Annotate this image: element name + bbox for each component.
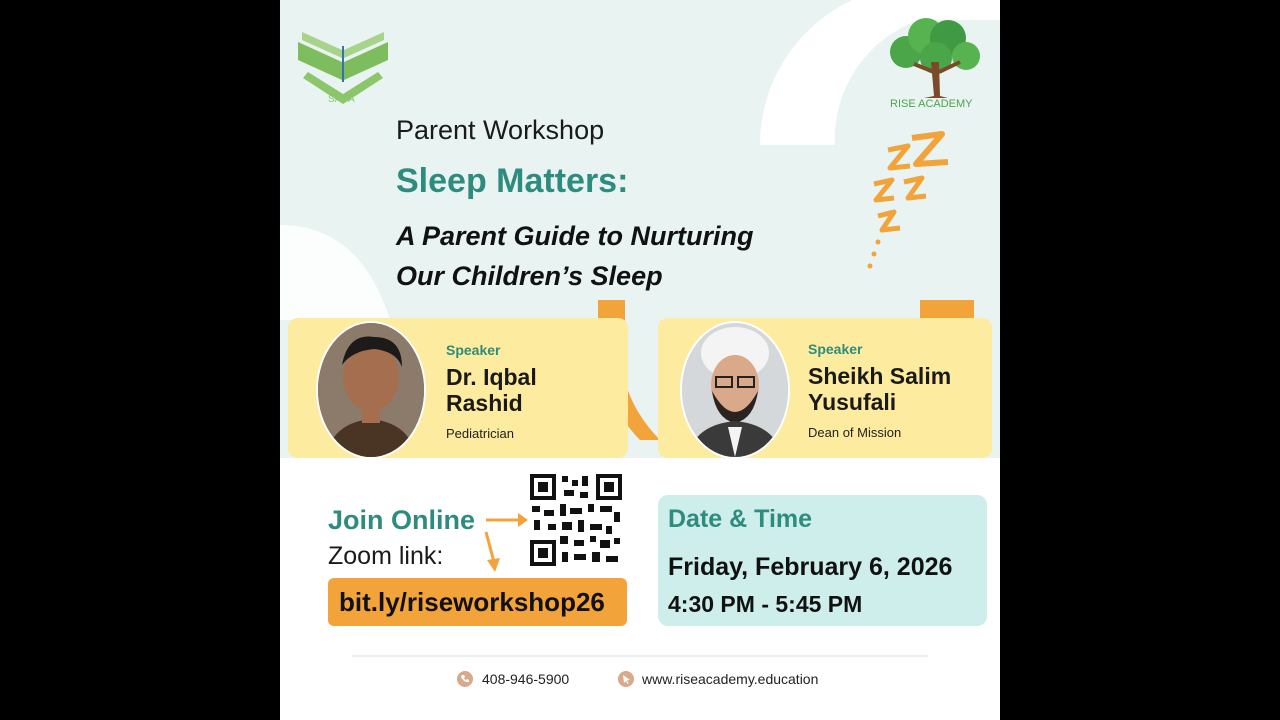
cursor-icon — [618, 671, 634, 687]
speaker-role-2: Dean of Mission — [808, 425, 902, 440]
workshop-poster — [280, 0, 1000, 720]
saba-logo-text: SABA — [328, 94, 355, 105]
speaker-label-1: Speaker — [446, 342, 501, 358]
rise-academy-logo — [876, 12, 992, 112]
speaker-role-1: Pediatrician — [446, 426, 514, 441]
zzz-icon — [864, 128, 974, 278]
zoom-link-text[interactable]: bit.ly/riseworkshop26 — [339, 587, 605, 617]
tree-logo-icon — [876, 12, 992, 100]
workshop-kicker: Parent Workshop — [396, 115, 605, 145]
workshop-title: Sleep Matters: — [396, 162, 629, 200]
phone-icon — [457, 671, 473, 687]
saba-logo — [288, 24, 398, 110]
arrow-icon — [480, 504, 532, 576]
speaker-label-2: Speaker — [808, 341, 863, 357]
speaker-name-1-line1: Dr. Iqbal — [446, 364, 537, 390]
event-time: 4:30 PM - 5:45 PM — [668, 591, 863, 617]
speaker-photo-1 — [316, 321, 426, 459]
workshop-subtitle-line2: Our Children’s Sleep — [396, 261, 663, 291]
phone-number: 408-946-5900 — [482, 671, 570, 687]
workshop-subtitle-line1: A Parent Guide to Nurturing — [396, 221, 754, 251]
person-icon — [318, 323, 424, 457]
speaker-name-2-line1: Sheikh Salim — [808, 363, 952, 389]
date-time-heading: Date & Time — [668, 505, 813, 533]
speaker-name-2-line2: Yusufali — [808, 389, 897, 415]
zoom-label: Zoom link: — [328, 542, 444, 570]
speaker-card-1 — [288, 318, 628, 458]
zoom-link-button[interactable] — [328, 578, 627, 626]
rise-academy-logo-text: RISE ACADEMY — [890, 98, 973, 110]
speaker-card-2 — [658, 318, 992, 458]
speaker-name-1-line2: Rashid — [446, 390, 523, 416]
event-date: Friday, February 6, 2026 — [668, 553, 953, 581]
join-online-heading: Join Online — [328, 505, 476, 535]
website-link[interactable]: www.riseacademy.education — [642, 671, 819, 687]
qr-code-icon[interactable] — [530, 474, 622, 566]
person-icon — [682, 323, 788, 457]
date-time-card — [658, 495, 987, 626]
speaker-photo-2 — [680, 321, 790, 459]
